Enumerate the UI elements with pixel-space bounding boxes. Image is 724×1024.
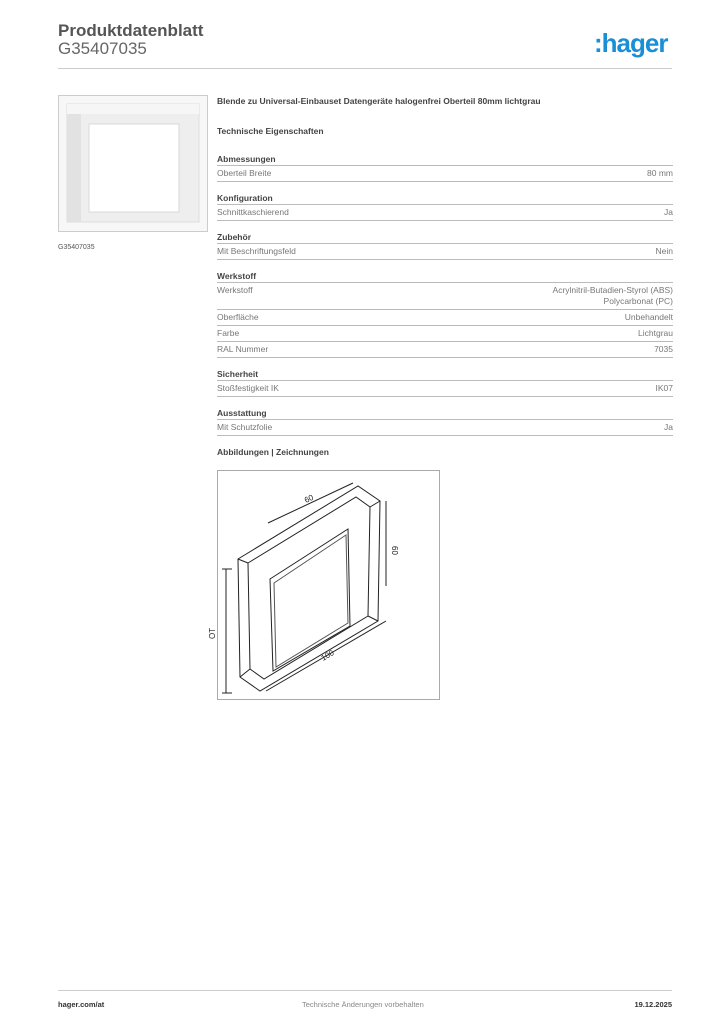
spec-label: Oberteil Breite (217, 168, 272, 178)
section-title: Konfiguration (217, 193, 673, 205)
spec-value (625, 312, 673, 323)
spec-section (217, 193, 673, 221)
section-title: Ausstattung (217, 408, 673, 420)
spec-value-text: Ja (664, 207, 673, 217)
spec-label: Werkstoff (217, 285, 253, 295)
spec-section (217, 408, 673, 436)
spec-row (217, 310, 673, 326)
spec-value (654, 344, 673, 355)
spec-section (217, 271, 673, 358)
specs-column (217, 96, 673, 457)
spec-value-text: Unbehandelt (624, 312, 673, 322)
section-title: Abmessungen (217, 154, 673, 166)
product-description: Blende zu Universal-Einbauset Datengeräte halogenfrei Oberteil 80mm lichtgrau (217, 96, 541, 106)
spec-value (638, 328, 673, 339)
spec-label: RAL Nummer (217, 344, 269, 354)
spec-section (217, 154, 673, 182)
spec-row (217, 205, 673, 221)
spec-row (217, 283, 673, 310)
spec-section (217, 369, 673, 397)
footer-website: hager.com/at (58, 1000, 105, 1009)
dim-label-side: 60 (390, 546, 399, 555)
spec-label: Farbe (217, 328, 240, 338)
spec-value (664, 422, 673, 433)
spec-row (217, 420, 673, 436)
spec-value-text: Nein (655, 246, 673, 256)
tech-heading: Technische Eigenschaften (217, 126, 324, 136)
header-divider (58, 68, 672, 69)
spec-row (217, 381, 673, 397)
spec-value-text: Acrylnitril-Butadien-Styrol (ABS) (552, 285, 673, 295)
dim-label-left: OT (208, 627, 217, 639)
spec-value-text: IK07 (655, 383, 673, 393)
dim-label-top: 60 (303, 492, 315, 505)
spec-row (217, 326, 673, 342)
hager-logo: :hager (594, 28, 668, 58)
spec-value-text: Lichtgrau (638, 328, 673, 338)
spec-value-text-2: Polycarbonat (PC) (603, 296, 673, 306)
spec-value (664, 207, 673, 218)
photo-caption: G35407035 (58, 244, 95, 251)
footer-disclaimer: Technische Änderungen vorbehalten (302, 1000, 424, 1009)
footer-date: 19.12.2025 (634, 1000, 672, 1009)
spec-row (217, 166, 673, 182)
spec-label: Oberfläche (217, 312, 259, 322)
spec-label: Stoßfestigkeit IK (217, 383, 279, 393)
spec-label: Mit Schutzfolie (217, 422, 273, 432)
section-title: Zubehör (217, 232, 673, 244)
section-title: Sicherheit (217, 369, 673, 381)
spec-section (217, 232, 673, 260)
spec-value (647, 168, 673, 179)
spec-label: Schnittkaschierend (217, 207, 289, 217)
spec-value-text: 7035 (654, 344, 673, 354)
product-code: G35407035 (58, 39, 147, 58)
footer-divider (58, 990, 672, 991)
section-title: Werkstoff (217, 271, 673, 283)
spec-value (656, 246, 673, 257)
spec-row (217, 244, 673, 260)
spec-value-text: Ja (664, 422, 673, 432)
spec-row (217, 342, 673, 358)
dimension-drawing (208, 470, 440, 700)
dim-label-bottom: 100 (319, 648, 336, 663)
spec-value (656, 383, 674, 394)
drawings-heading: Abbildungen | Zeichnungen (217, 447, 329, 457)
page-title: Produktdatenblatt (58, 21, 204, 40)
spec-value (553, 285, 673, 307)
product-photo (58, 95, 208, 232)
spec-label: Mit Beschriftungsfeld (217, 246, 296, 256)
spec-value-text: 80 mm (647, 168, 673, 178)
